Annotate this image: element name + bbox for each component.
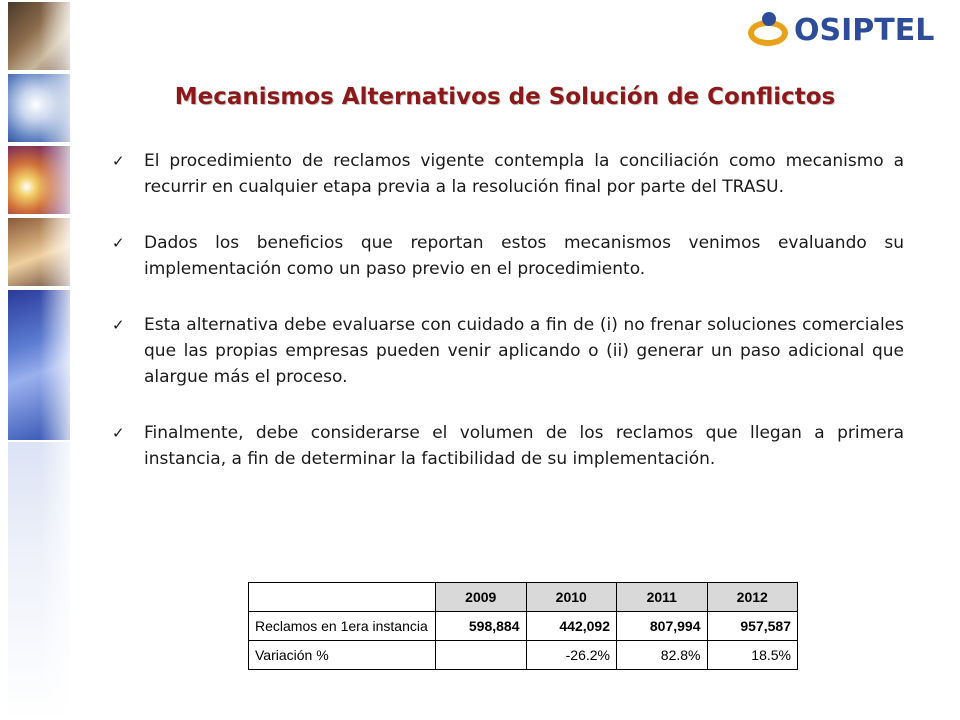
year-header: 2011	[617, 583, 708, 612]
osiptel-logo	[748, 6, 952, 54]
logo-text: OSIPTEL	[794, 12, 935, 48]
table-row	[249, 612, 798, 641]
strip-fade	[40, 0, 80, 720]
bullet-item	[112, 420, 904, 472]
photo-strip	[0, 0, 78, 720]
table-cell: 442,092	[526, 612, 617, 641]
table-cell: 598,884	[436, 612, 527, 641]
header-empty-cell	[249, 583, 436, 612]
table-cell	[436, 641, 527, 670]
bullet-text: Esta alternativa debe evaluarse con cuidado a fin de (i) no frenar soluciones comerciales que las propias empresas pueden venir aplicando o (ii) generar un paso adicional que alargue más el proceso.	[144, 315, 904, 387]
logo-mark-icon	[748, 10, 792, 50]
bullet-list	[112, 148, 904, 502]
claims-table	[248, 582, 798, 670]
row-label: Reclamos en 1era instancia	[249, 612, 436, 641]
bullet-item	[112, 148, 904, 200]
checkmark-icon: ✓	[112, 234, 125, 252]
table-cell: 807,994	[617, 612, 708, 641]
bullet-item	[112, 312, 904, 390]
table-cell: 82.8%	[617, 641, 708, 670]
table-cell: -26.2%	[526, 641, 617, 670]
table-row	[249, 641, 798, 670]
bullet-item	[112, 230, 904, 282]
bullet-text: El procedimiento de reclamos vigente contempla la conciliación como mecanismo a recurrir en cualquier etapa previa a la resolución final por parte del TRASU.	[144, 151, 904, 197]
checkmark-icon: ✓	[112, 316, 125, 334]
year-header: 2012	[707, 583, 798, 612]
slide-title: Mecanismos Alternativos de Solución de Conflictos	[174, 84, 836, 110]
year-header: 2010	[526, 583, 617, 612]
bullet-text: Dados los beneficios que reportan estos mecanismos venimos evaluando su implementación como un paso previo en el procedimiento.	[144, 233, 904, 279]
checkmark-icon: ✓	[112, 152, 125, 170]
bullet-text: Finalmente, debe considerarse el volumen de los reclamos que llegan a primera instancia, a fin de determinar la factibilidad de su implementación.	[144, 423, 904, 469]
row-label: Variación %	[249, 641, 436, 670]
table-header-row	[249, 583, 798, 612]
year-header: 2009	[436, 583, 527, 612]
checkmark-icon: ✓	[112, 424, 125, 442]
table-cell: 18.5%	[707, 641, 798, 670]
table-cell: 957,587	[707, 612, 798, 641]
